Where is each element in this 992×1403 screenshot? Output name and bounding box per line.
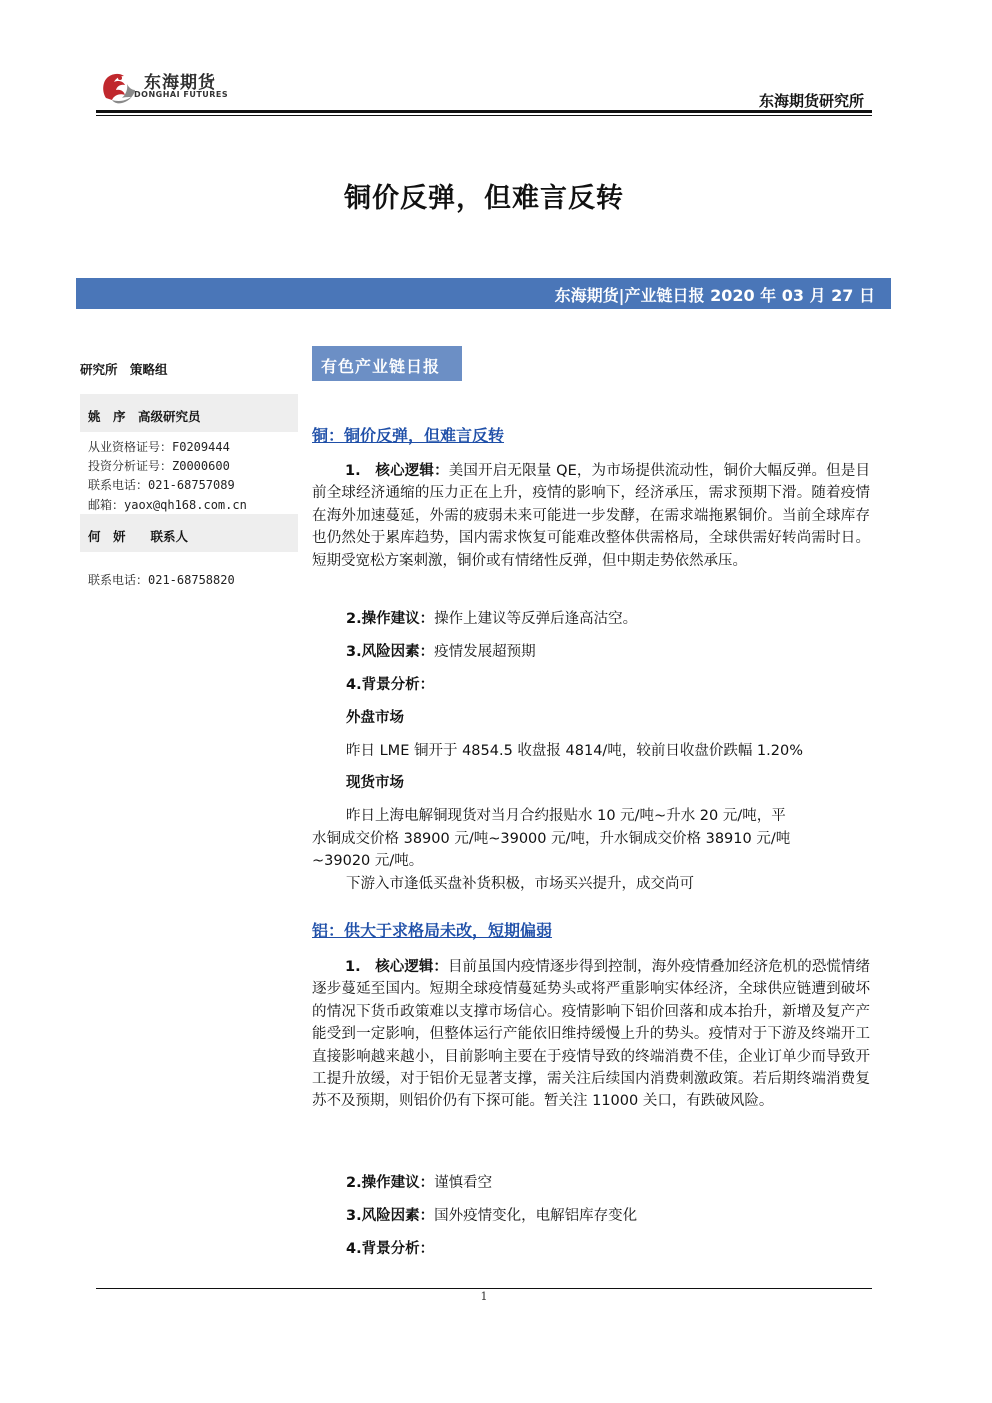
- header-rule-thin: [96, 115, 872, 116]
- copper-op-line: [346, 607, 637, 628]
- aluminum-bg-line: [346, 1237, 434, 1258]
- analyst1-name: 姚 序 高级研究员: [88, 409, 201, 424]
- logo-text-en: DONGHAI FUTURES: [134, 90, 229, 99]
- analyst1-email[interactable]: 邮箱：yaox@qh168.com.cn: [88, 498, 247, 512]
- aluminum-logic-text: 目前虽国内疫情逐步得到控制，海外疫情叠加经济危机的恐慌情绪逐步蔓延至国内。短期全球疫情蔓延势头或将严重影响实体经济，全球供应链遭到破坏的情况下货币政策难以支撑市场信心。疫情影响下铝价回落和成本抬升，新增及复产产能受到一定影响，但整体运行产能依旧维持缓慢上升的势头。疫情对于下游及终端开工直接影响越来越小，目前影响主要在于疫情导致的终端消费不佳，企业订单少而导致开工提升放缓，对于铝价无显著支撑，需关注后续国内消费刺激政策。若后期终端消费复苏不及预期，则铝价仍有下探可能。暂关注 11000 关口，有跌破风险。: [312, 959, 870, 1110]
- aluminum-heading[interactable]: 铝：供大于求格局未改，短期偏弱: [312, 921, 553, 940]
- page-number: 1: [480, 1290, 488, 1303]
- copper-overseas-head: 外盘市场: [346, 710, 404, 726]
- copper-bg-line: [346, 673, 434, 694]
- analyst1-cert1: 从业资格证号：F0209444: [88, 440, 230, 454]
- footer-rule: [96, 1288, 872, 1289]
- institute-name: 东海期货研究所: [758, 92, 864, 110]
- copper-logic-label: 1. 核心逻辑：: [345, 463, 449, 479]
- section-tag-text: 有色产业链日报: [321, 357, 441, 376]
- analyst1-phone: 联系电话：021-68757089: [88, 478, 235, 492]
- document-title: 铜价反弹，但难言反转: [344, 183, 624, 214]
- analyst2-name: 何 妍 联系人: [88, 529, 189, 544]
- copper-op-label: 2.操作建议：: [346, 611, 435, 627]
- header-rule-thick: [96, 110, 872, 113]
- logo-text-cn: 东海期货: [144, 73, 216, 93]
- aluminum-risk-line: [346, 1204, 637, 1225]
- copper-heading[interactable]: 铜：铜价反弹，但难言反转: [312, 426, 505, 445]
- copper-logic-text: 美国开启无限量 QE，为市场提供流动性，铜价大幅反弹。但是目前全球经济通缩的压力正在上升，疫情的影响下，经济承压，需求预期下滑。随着疫情在海外加速蔓延，外需的疲弱未来可能进一步发酵，在需求端拖累铜价。当前全球库存也仍然处于累库趋势，国内需求恢复可能难改整体供需格局，全球供需好转尚需时日。短期受宽松方案刺激，铜价或有情绪性反弹，但中期走势依然承压。: [312, 463, 870, 569]
- section-tag: [312, 346, 462, 381]
- dragon-logo-icon: [98, 68, 138, 106]
- aluminum-bg-label: 4.背景分析：: [346, 1241, 435, 1257]
- copper-spot-head: 现货市场: [346, 775, 404, 791]
- copper-spot-text-2: 水铜成交价格 38900 元/吨~39000 元/吨，升水铜成交价格 38910 元/吨: [312, 831, 791, 847]
- copper-risk-label: 3.风险因素：: [346, 644, 435, 660]
- aluminum-logic-label: 1. 核心逻辑：: [345, 959, 448, 975]
- copper-bg-label: 4.背景分析：: [346, 677, 435, 693]
- company-logo: [98, 68, 238, 108]
- copper-logic-paragraph: [312, 460, 870, 572]
- copper-spot-text-4: 下游入市逢低买盘补货积极，市场买兴提升，成交尚可: [346, 876, 694, 892]
- copper-spot-text-3: ~39020 元/吨。: [312, 853, 424, 869]
- aluminum-logic-paragraph: [312, 956, 870, 1113]
- banner-text: 东海期货|产业链日报 2020 年 03 月 27 日: [554, 286, 875, 305]
- copper-overseas-text: 昨日 LME 铜开于 4854.5 收盘报 4814/吨，较前日收盘价跌幅 1.20%: [346, 743, 803, 759]
- copper-risk-text: 疫情发展超预期: [434, 644, 536, 660]
- aluminum-risk-text: 国外疫情变化，电解铝库存变化: [434, 1208, 638, 1224]
- aluminum-risk-label: 3.风险因素：: [346, 1208, 435, 1224]
- aluminum-op-label: 2.操作建议：: [346, 1175, 435, 1191]
- copper-spot-text-1: 昨日上海电解铜现货对当月合约报贴水 10 元/吨~升水 20 元/吨，平: [346, 808, 786, 824]
- aluminum-op-text: 谨慎看空: [434, 1175, 493, 1191]
- copper-op-text: 操作上建议等反弹后逢高沽空。: [434, 611, 638, 627]
- copper-risk-line: [346, 640, 536, 661]
- analyst2-phone: 联系电话：021-68758820: [88, 573, 235, 587]
- aluminum-op-line: [346, 1171, 492, 1192]
- sidebar-dept: 研究所 策略组: [80, 362, 168, 377]
- report-banner: [76, 278, 891, 309]
- analyst1-cert2: 投资分析证号：Z0000600: [88, 459, 230, 473]
